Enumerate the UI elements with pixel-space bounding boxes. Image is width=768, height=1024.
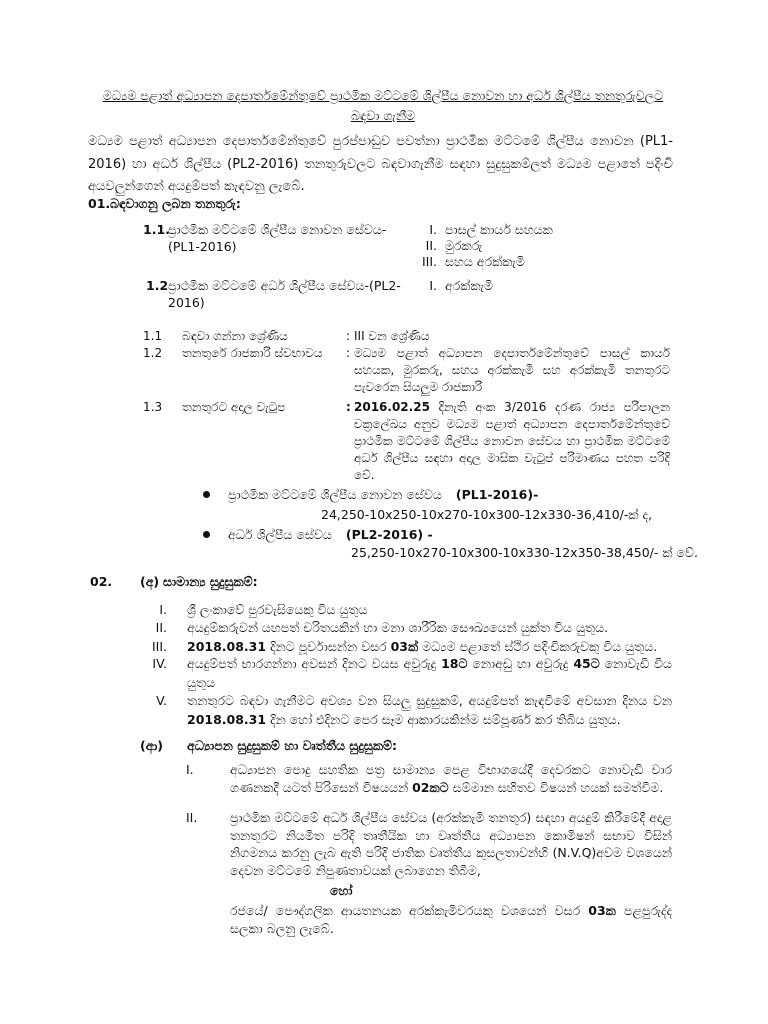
post-positions-list [400,222,630,270]
item-number: II. [155,620,167,635]
date-value: 2018.08.31 [187,639,267,654]
post-number: 1.1. [143,222,170,237]
item-text: මුරකරු [445,238,483,253]
text-part: දින හෝ එදිනට පෙර සෑම ආකාරයකින්ම සම්පූර්ණ කර තිබිය යුතුය. [270,712,621,727]
item-number: I. [159,602,167,617]
detail-number: 1.2 [143,346,163,360]
years-value: 03ක [588,903,616,918]
intro-paragraph: මධ්‍යම පළාත් අධ්‍යාපන දෙපාර්තමේන්තුවේ පුරප්පාඩුව පවත්නා ප්‍රාථමික මට්ටමේ ශිල්පීය නොවන (PL1-2016) හා අර්ධ ශිල්පීය (PL2-2016) තනතුරුවලට බඳවාගැනීම සඳහා සුදුසුකම්ලත් මධ්‍යම පළාතේ පදිංචි අයවලුන්ගෙන් අයදුම්පත් කැඳවනු ලැබේ. [88,134,673,194]
item-text: අරක්කැමි [445,278,494,293]
post-positions-list [400,278,630,294]
list-item [186,761,672,796]
section-02-number: 02. [90,574,113,589]
detail-number: 1.3 [143,400,163,414]
detail-value [354,399,670,484]
list-item [137,600,672,619]
detail-row-duties [143,345,670,396]
detail-label: තනතුරට අදාල වැටුප [182,400,286,414]
detail-value: III වන ශ්‍රේණිය [354,329,430,343]
alternative-qualification [230,902,672,938]
item-number: I. [186,762,194,777]
text-part: සම්මාන සහිතව විෂයන් හයක් සමත්වීම. [452,779,664,795]
item-number: II. [186,810,198,825]
detail-value: මධ්‍යම පළාත් අධ්‍යාපන දෙපාර්තමේන්තුවේ පාසල් කාර්ය සහයක, මුරකරු, සහය අරක්කැමි සහ අරක්කැමි තනතුරට පැවරෙන සියලුම රාජකාරි [354,346,670,394]
salary-service [228,486,668,504]
circular-date: 2016.02.25 [354,400,430,414]
post-label: ප්‍රාථමික මට්ටමේ අර්ධ ශිල්පීය සේවය-(PL2- [168,278,401,293]
subsection-heading: අධ්‍යාපන සුදුසුකම් හා වෘත්තීය සුදුසුකම්: [187,738,397,753]
text-part: අධ්‍යාපන පොදු සහතික පත්‍ර සාමාන්‍ය පෙළ විභාගයේදී දෙවරකට නොවැඩි වාර ගණනකදී යටත් පිරිසෙන් විෂයයන් [230,762,672,795]
item-number: V. [156,693,167,708]
min-age-value: 18ට [441,656,468,671]
list-item [186,809,672,879]
item-text: ප්‍රාථමික මට්ටමේ අර්ධ ශිල්පීය සේවය (අරක්කැමි තනතුර) සඳහා අයදුම් කිරීමේදී අදාළ තනතුරට නියමිත පරිදි තෘතීයික හා වෘත්තීය අධ්‍යාපන කොමිෂන් සභාව විසින් නිගමනය කරනු ලැබ ඇති පරිදි ජාතික වෘත්තීය කුසලතාවන්හි (N.V.Q)අවම වශයෙන් දෙවන මට්ටමේ නිපුණතාවයක් ලබාගෙන තිබීම, [230,810,672,878]
item-text: අයදුම්කරුවන් යහපත් චරිතයකින් හා මනා ශාරීරික සෞඛ්‍යයෙන් යුක්ත විය යුතුය. [187,620,609,635]
text-part: දිනට පූර්වාසන්න වසර [270,639,387,654]
detail-row-salary [143,399,670,484]
bullet-icon [203,491,210,498]
item-text [187,691,672,729]
detail-label: බඳවා ගන්නා ශ්‍රේණිය [182,329,288,343]
post-number: 1.2 [146,278,169,293]
detail-label: තනතුරේ රාජකාරි ස්වභාවය [182,346,323,360]
text-part: නොඅඩු හා අවුරුදු [472,656,569,671]
subsection-label: (අ) [140,574,160,589]
post-code: 2016) [168,295,205,310]
text-part: තනතුරට බඳවා ගැනීමට අවශ්‍ය වන සියලු සුදුසුකම්, අයදුම්පත් කැඳවීමේ අවසාන දිනය වන [187,693,672,708]
item-number: I. [429,222,437,237]
service-code: (PL1-2016)- [455,487,539,502]
item-text [187,654,672,692]
salary-service [228,526,668,544]
text-part: මධ්‍යම පළාතේ ස්ථිර පදිංචිකරුවකු විය යුතුය. [422,639,658,654]
list-item [400,254,630,270]
text-part: අයදුම්පත් භාරගන්නා අවසන් දිනට වයස අවුරුදු [187,656,437,671]
detail-value-text: දිනැති අංක 3/2016 දරණ රාජ්‍ය පරිපාලන චක්‍රලේඛය අනුව මධ්‍යම පළාත් අධ්‍යාපන දෙපාර්තමේන්තුවේ ප්‍රාථමික මට්ටමේ ශිල්පීය නොවන සේවය හා ප්‍රාථමික මට්ටමේ අර්ධ ශිල්පීය සඳහා අදාල මාසික වැටුප් පරිමාණය පහත පරිදි වේ. [354,400,670,482]
list-item [400,222,630,238]
list-item [400,238,630,254]
detail-row-grade [143,328,670,345]
item-text: පාසල් කාර්ය සහයක [445,222,553,237]
item-text: සහය අරක්කැමි [445,254,525,269]
subsection-heading: සාමාන්‍ය සුදුසුකම්: [163,574,258,589]
date-value: 2018.08.31 [187,712,267,727]
list-item [137,654,672,692]
text-part: රජයේ/ පෞද්ගලික ආයතනයක අරක්කැමිවරයකු වශයෙන් වසර [230,903,581,918]
item-number: IV. [152,656,167,671]
bullet-icon [203,531,210,538]
document-title: මධ්‍යම පළාත් අධ්‍යාපන දෙපාර්තමේන්තුවේ ප්‍රාථමික මට්ටමේ ශිල්පීය නොවන හා අර්ධ ශිල්පීය තනතුරුවලට බඳවා ගැනීම [102,88,664,123]
item-text [230,761,672,796]
years-value: 03ක් [390,639,419,654]
post-code: (PL1-2016) [168,239,237,254]
detail-separator: : [346,346,351,360]
section-01-heading: 01.බඳවාගනු ලබන තනතුරු: [88,196,241,211]
subsection-label: (ආ) [140,738,163,753]
service-name: ප්‍රාථමික මට්ටමේ ශිල්පීය නොවන සේවය [228,487,442,502]
detail-separator: : [346,329,351,343]
item-number: III. [151,639,167,654]
item-number: I. [429,278,437,293]
text-part: පළපුරුද්ද සලකා බලනු ලැබේ. [230,903,672,936]
detail-separator: : [346,400,351,414]
salary-scale: 25,250-10x270-10x300-10x330-12x350-38,450/- ක් වේ. [351,545,698,560]
list-item [137,618,672,637]
detail-number: 1.1 [143,329,163,343]
post-label: ප්‍රාථමික මට්ටමේ ශිල්පීය නොවන සේවය- [168,222,387,237]
list-item [400,278,630,294]
item-text: ශ්‍රී ලංකාවේ පුරවැසියෙකු විය යුතුය [187,602,368,617]
credits-value: 02කට [412,779,449,795]
item-number: III. [421,254,437,269]
item-number: II. [425,238,437,253]
text-part: නොවැඩි විය යුතුය [187,656,672,690]
service-name: අර්ධ ශිල්පීය සේවය [228,527,332,542]
salary-scale: 24,250-10x250-10x270-10x300-12x330-36,410/-ක් ද, [321,507,653,522]
list-item [137,691,672,729]
or-connector: හෝ [330,883,353,898]
max-age-value: 45ට [573,656,600,671]
service-code: (PL2-2016) - [345,527,433,542]
